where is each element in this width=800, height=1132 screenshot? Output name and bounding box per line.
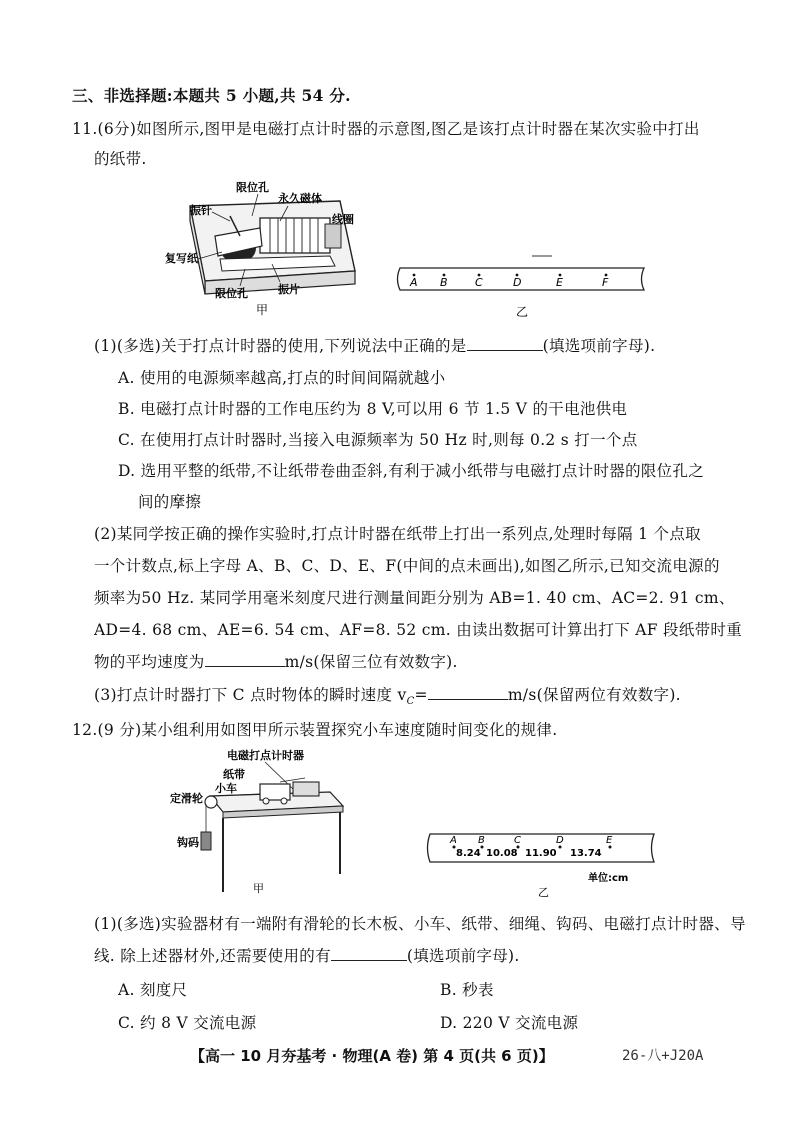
q12-part1-text2: 线. 除上述器材外,还需要使用的有 xyxy=(94,947,331,965)
q12-part1-line2 xyxy=(94,944,520,966)
tape12-unit: 单位:cm xyxy=(588,873,629,884)
q12-option-a: A. 刻度尺 xyxy=(118,981,188,999)
label-needle: 振针 xyxy=(190,204,212,217)
label-coil: 线圈 xyxy=(332,213,354,226)
q12-option-b: B. 秒表 xyxy=(440,981,494,999)
label-cart: 小车 xyxy=(215,782,237,795)
q11-part1-blank[interactable] xyxy=(467,336,543,351)
caption-yi-12: 乙 xyxy=(538,886,549,899)
label-tape: 纸带 xyxy=(223,768,245,781)
q11-stem-line2: 的纸带. xyxy=(94,150,147,168)
label-timer: 电磁打点计时器 xyxy=(227,749,304,762)
paper-tape-yi xyxy=(392,248,652,323)
caption-yi-11: 乙 xyxy=(516,305,529,319)
q11-part2-blank[interactable] xyxy=(205,652,285,667)
q12-option-d: D. 220 V 交流电源 xyxy=(440,1014,579,1032)
q11-option-d-line2: 间的摩擦 xyxy=(138,493,202,511)
corner-code: 26-八+J20A xyxy=(622,1048,704,1064)
cart-apparatus-jia xyxy=(165,744,360,899)
section-header: 三、非选择题:本题共 5 小题,共 54 分. xyxy=(72,86,351,105)
q12-option-c: C. 约 8 V 交流电源 xyxy=(118,1014,257,1032)
q11-part1 xyxy=(94,334,655,356)
label-stop-hole-top: 限位孔 xyxy=(236,181,269,194)
tape-point-a: A xyxy=(410,276,418,289)
q11-part1-text: (1)(多选)关于打点计时器的使用,下列说法中正确的是 xyxy=(94,337,467,355)
tape12-gap-cd: 11.90 xyxy=(525,848,557,859)
tape12-point-e: E xyxy=(606,835,613,846)
q11-part3-text: (3)打点计时器打下 C 点时物体的瞬时速度 v xyxy=(94,686,407,704)
tape12-gap-bc: 10.08 xyxy=(486,848,518,859)
q11-part2-line3: 频率为50 Hz. 某同学用毫米刻度尺进行测量间距分别为 AB=1. 40 cm、AC=2. 91 cm、 xyxy=(94,589,735,607)
tape-point-f: F xyxy=(602,276,609,289)
q11-part2-line2: 一个计数点,标上字母 A、B、C、D、E、F(中间的点未画出),如图乙所示,已知交流电源的 xyxy=(94,557,720,575)
tape12-point-b: B xyxy=(478,835,485,846)
tape12-gap-de: 13.74 xyxy=(570,848,602,859)
q11-part1-tail: (填选项前字母). xyxy=(542,337,656,355)
q11-option-b: B. 电磁打点计时器的工作电压约为 8 V,可以用 6 节 1.5 V 的干电池供电 xyxy=(118,400,628,418)
q11-part3-blank[interactable] xyxy=(428,685,508,700)
q12-part1-blank[interactable] xyxy=(331,946,407,961)
tape12-point-c: C xyxy=(514,835,521,846)
q11-option-c: C. 在使用打点计时器时,当接入电源频率为 50 Hz 时,则每 0.2 s 打一个点 xyxy=(118,431,638,449)
caption-jia-12: 甲 xyxy=(253,882,264,895)
label-stop-hole-bottom: 限位孔 xyxy=(215,287,248,300)
q12-part1-tail: (填选项前字母). xyxy=(406,947,520,965)
q11-part3-equals: = xyxy=(414,686,428,704)
q11-part2-line4: AD=4. 68 cm、AE=6. 54 cm、AF=8. 52 cm. 由读出数据可计算出打下 AF 段纸带时重 xyxy=(94,621,743,639)
timer-diagram-jia xyxy=(160,176,370,321)
q11-part3-tail: m/s(保留两位有效数字). xyxy=(507,686,681,704)
measured-tape-yi xyxy=(422,826,662,901)
q11-option-d-line1: D. 选用平整的纸带,不让纸带卷曲歪斜,有利于减小纸带与电磁打点计时器的限位孔之 xyxy=(118,462,705,480)
tape-point-b: B xyxy=(440,276,448,289)
tape-point-c: C xyxy=(475,276,483,289)
q11-part3 xyxy=(94,683,681,707)
label-pulley: 定滑轮 xyxy=(170,792,203,805)
label-magnet: 永久磁体 xyxy=(278,192,322,205)
q11-stem-line1: 11.(6分)如图所示,图甲是电磁打点计时器的示意图,图乙是该打点计时器在某次实验中打出 xyxy=(72,120,700,138)
q11-part3-subscript: C xyxy=(406,696,415,708)
label-vibrating-plate: 振片 xyxy=(278,283,300,296)
tape12-point-d: D xyxy=(556,835,564,846)
caption-jia-11: 甲 xyxy=(256,303,269,317)
label-weight: 钩码 xyxy=(177,836,199,849)
q12-stem: 12.(9 分)某小组利用如图甲所示装置探究小车速度随时间变化的规律. xyxy=(72,721,558,739)
q11-part2-text5: 物的平均速度为 xyxy=(94,653,205,671)
q11-part2-line5 xyxy=(94,650,458,672)
q11-option-a: A. 使用的电源频率越高,打点的时间间隔就越小 xyxy=(118,369,446,387)
page-footer: 【高一 10 月夯基考 · 物理(A 卷) 第 4 页(共 6 页)】 xyxy=(190,1047,554,1065)
q12-part1-line1: (1)(多选)实验器材有一端附有滑轮的长木板、小车、纸带、细绳、钩码、电磁打点计时器、导 xyxy=(94,915,746,933)
tape-point-d: D xyxy=(513,276,522,289)
tape-point-e: E xyxy=(556,276,563,289)
tape12-point-a: A xyxy=(450,835,457,846)
q11-part2-line1: (2)某同学按正确的操作实验时,打点计时器在纸带上打出一系列点,处理时每隔 1 个点取 xyxy=(94,525,701,543)
label-carbon-paper: 复写纸 xyxy=(165,252,198,265)
tape12-gap-ab: 8.24 xyxy=(456,848,481,859)
q11-part2-tail: m/s(保留三位有效数字). xyxy=(284,653,458,671)
